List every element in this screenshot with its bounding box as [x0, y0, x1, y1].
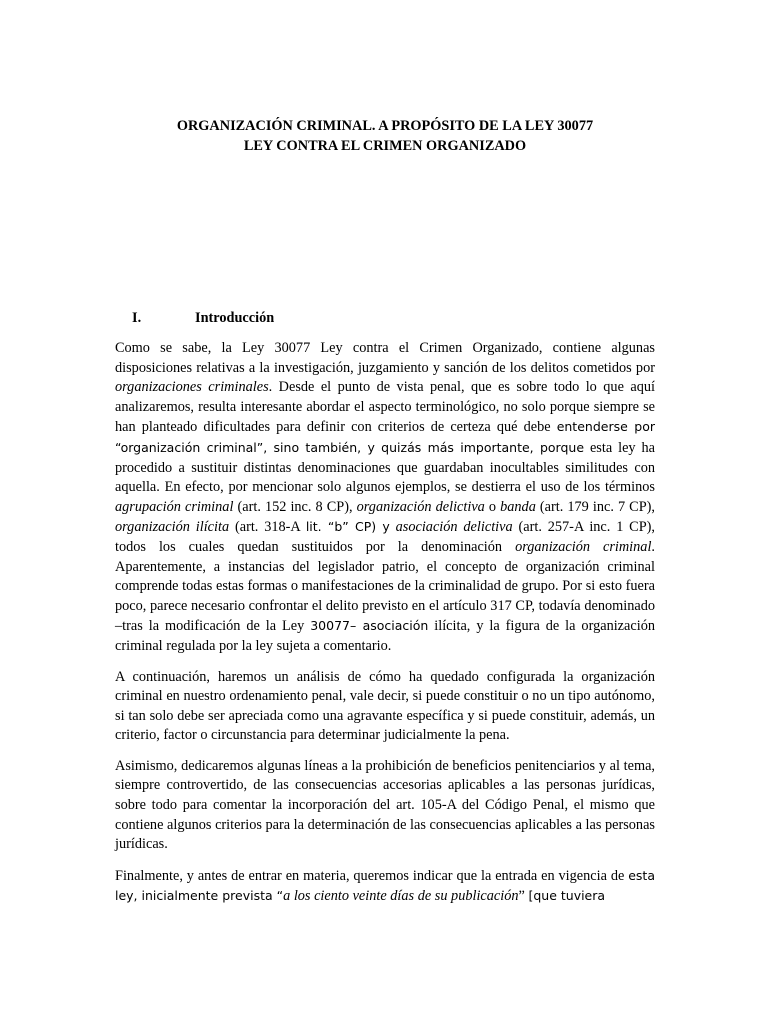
- section-number: I.: [132, 310, 142, 326]
- text-run: ”: [518, 888, 529, 905]
- text-run-alt-font: lit. “b” CP) y: [305, 519, 390, 535]
- italic-term: a los ciento veinte días de su publicación: [283, 888, 519, 905]
- text-run-alt-font: [que tuviera: [528, 888, 606, 904]
- paragraph-1: [115, 339, 655, 657]
- text-run: Como se sabe, la Ley 30077 Ley contra el Crimen Organizado, contiene algunas disposiciones relativas a la investigación, juzgamiento y sanción de los delitos cometidos por: [115, 340, 655, 376]
- text-run: o: [484, 498, 501, 515]
- text-run-alt-font: 30077– asociación: [310, 618, 429, 634]
- italic-term: organizaciones criminales: [115, 379, 269, 396]
- title-line-1: ORGANIZACIÓN CRIMINAL. A PROPÓSITO DE LA LEY 30077: [176, 118, 594, 134]
- section-heading: [115, 308, 655, 328]
- title-line-2: LEY CONTRA EL CRIMEN ORGANIZADO: [243, 138, 527, 154]
- italic-term: organización delictiva: [356, 498, 485, 515]
- text-run: (art. 257-A inc. 1 CP), todos los cuales quedan sustituidos por la denominación: [115, 519, 656, 555]
- italic-term: organización ilícita: [115, 519, 230, 536]
- text-run: (art. 318-A: [229, 519, 306, 536]
- text-run-alt-font: entenderse por “organización criminal”, sino también, y quizás más importante, porque: [115, 419, 655, 455]
- text-run: . Desde el punto de vista penal, que es sobre todo lo que aquí analizaremos, resulta interesante abordar el aspecto terminológico, no solo porque siempre se han planteado dificultades para definir con criterios de certeza qué debe: [115, 379, 655, 436]
- text-run: esta ley ha procedido a sustituir distintas denominaciones que guardaban inocultables similitudes con aquella. En efecto, por mencionar solo algunos ejemplos, se destierra el uso de los términos: [115, 439, 655, 496]
- text-run-alt-font: esta ley, inicialmente prevista “: [115, 867, 655, 904]
- section-title: Introducción: [195, 310, 275, 326]
- italic-term: asociación delictiva: [395, 519, 513, 536]
- italic-term: organización criminal: [515, 538, 652, 555]
- document-title: [115, 0, 655, 156]
- text-run: (art. 179 inc. 7 CP),: [535, 498, 655, 515]
- paragraph-4: [115, 866, 655, 907]
- text-run: ilícita, y la figura de la organización criminal regulada por la ley sujeta a comentario.: [115, 618, 655, 654]
- text-run: Finalmente, y antes de entrar en materia, queremos indicar que la entrada en vigencia de: [115, 867, 629, 884]
- text-run: . Aparentemente, a instancias del legislador patrio, el concepto de organización criminal comprende todas estas formas o manifestaciones de la criminalidad de grupo. Por si esto fuera poco, parece necesario confrontar el delito previsto en el artículo 317 CP, todavía denominado –tras la modificación de la Ley: [115, 538, 655, 635]
- italic-term: banda: [500, 498, 536, 515]
- paragraph-3: Asimismo, dedicaremos algunas líneas a la prohibición de beneficios penitenciarios y al tema, siempre controvertido, de las consecuencias accesorias aplicables a las personas jurídicas, sobre todo para comentar la incorporación del art. 105-A del Código Penal, el mismo que contiene algunos criterios para la determinación de las consecuencias aplicables a las personas jurídicas.: [115, 757, 655, 853]
- text-run: (art. 152 inc. 8 CP),: [233, 498, 357, 515]
- italic-term: agrupación criminal: [115, 498, 234, 515]
- paragraph-2: A continuación, haremos un análisis de cómo ha quedado configurada la organización criminal en nuestro ordenamiento penal, vale decir, si puede constituir o no un tipo autónomo, si tan solo debe ser apreciada como una agravante específica y si puede constituir, además, un criterio, factor o circunstancia para determinar judicialmente la pena.: [115, 668, 655, 744]
